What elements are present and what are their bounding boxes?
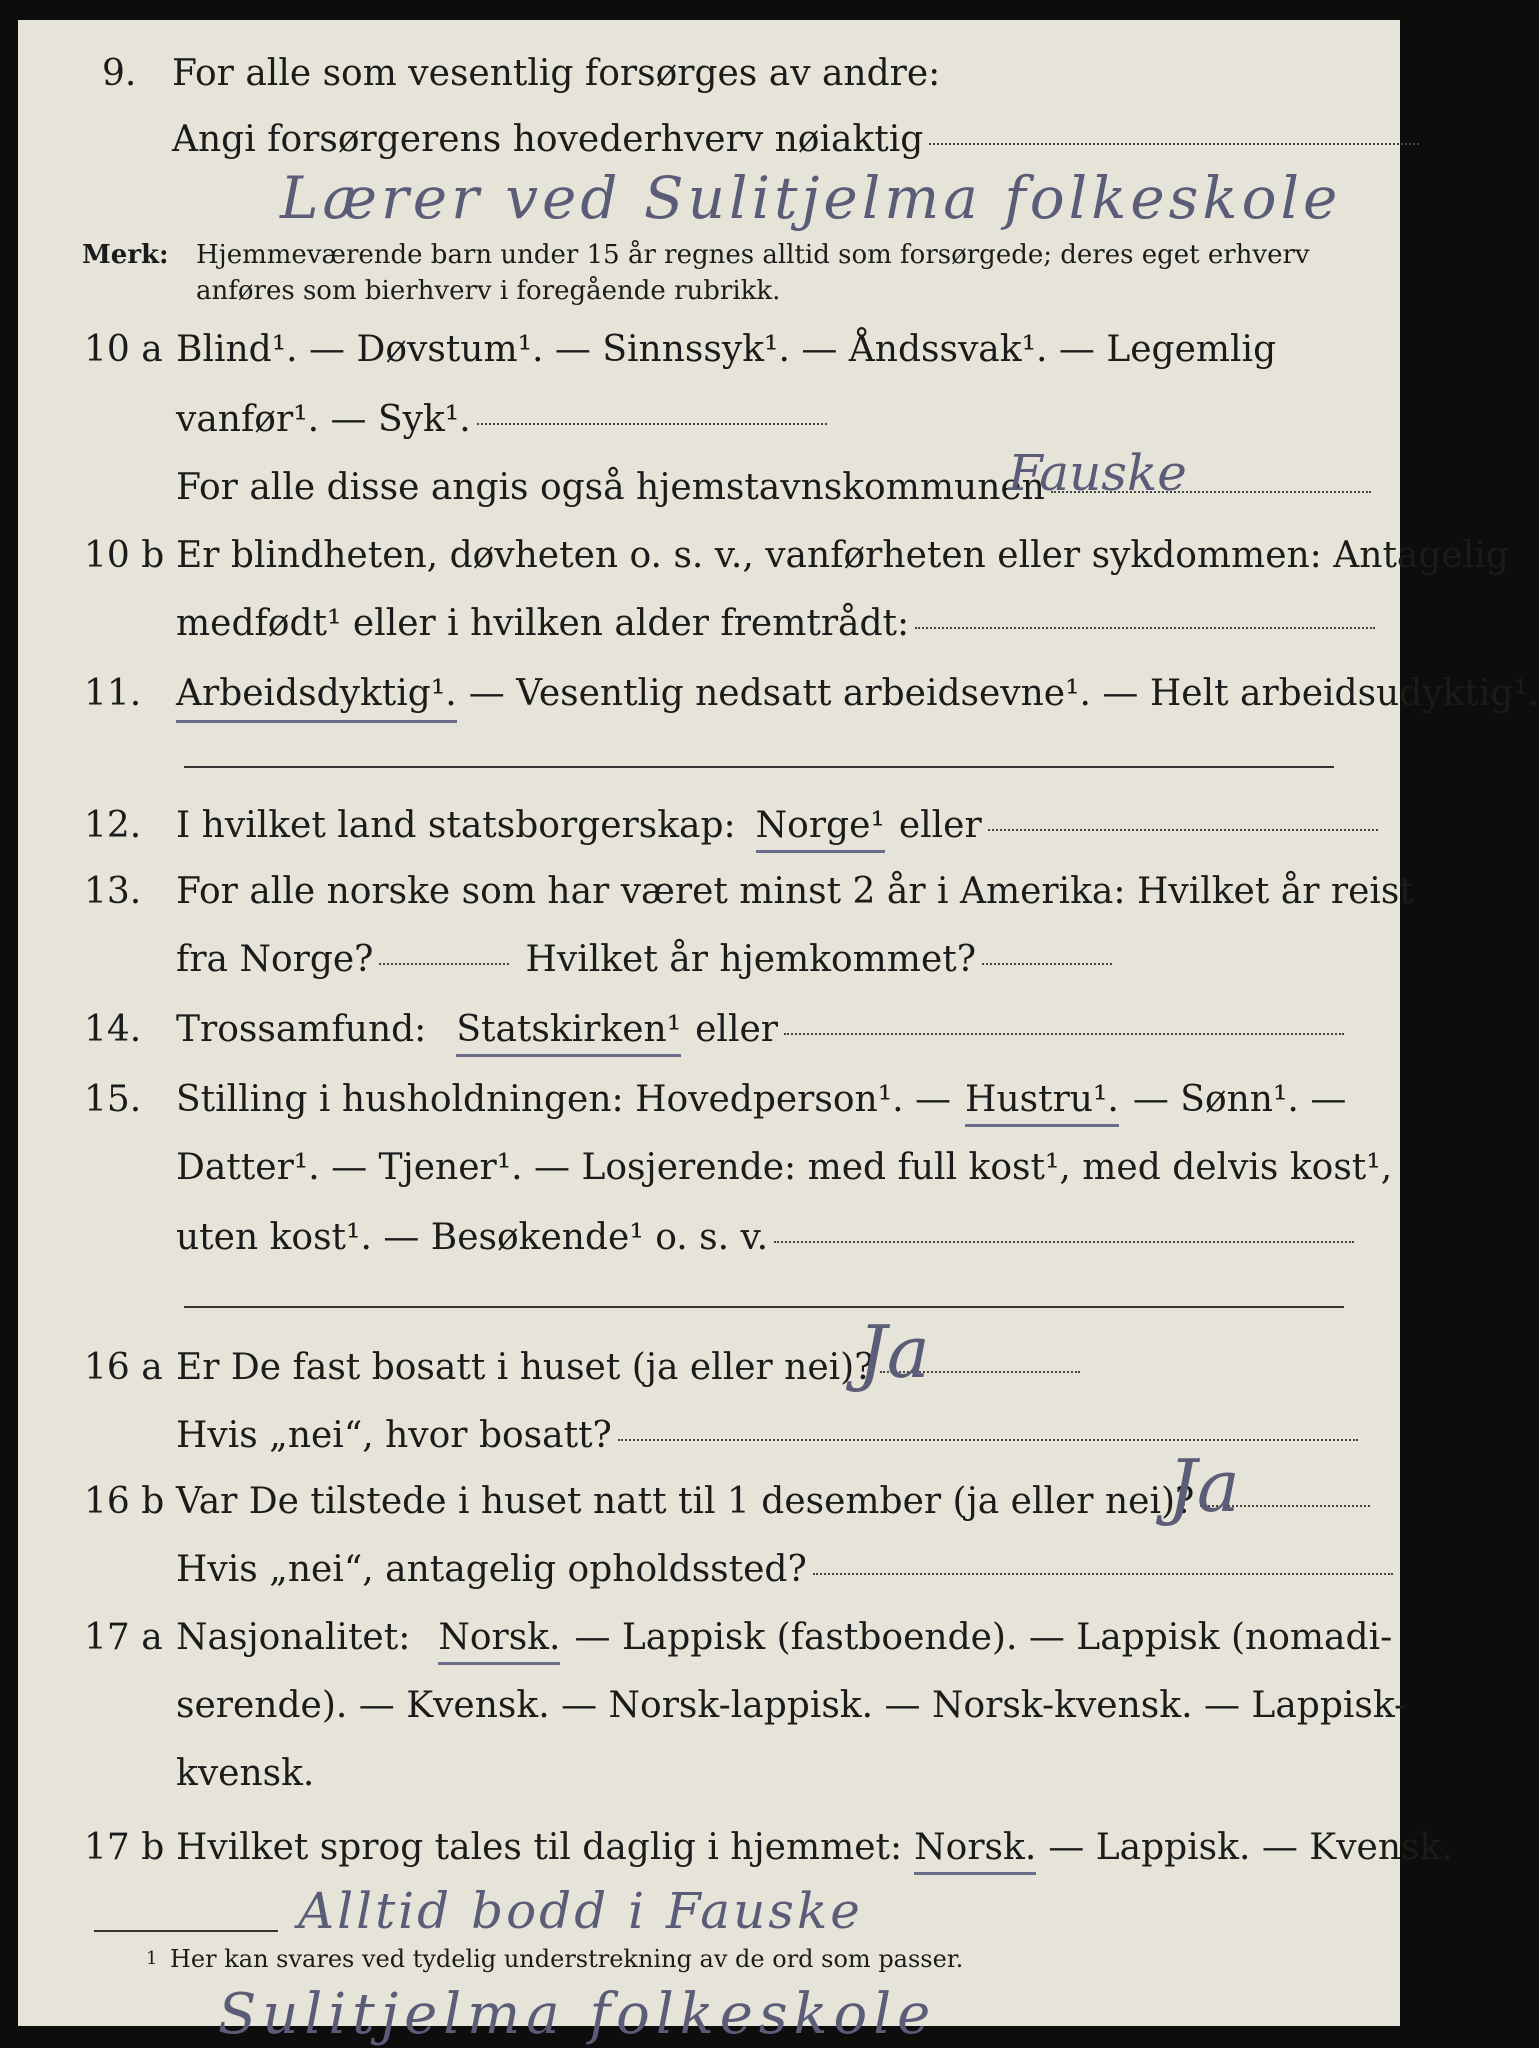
q12-answer-line[interactable] — [988, 829, 1378, 831]
q15-number: 15. — [84, 1079, 142, 1120]
q15-text3-label: uten kost¹. — Besøkende¹ o. s. v. — [176, 1217, 769, 1258]
q11-number: 11. — [84, 673, 142, 714]
q10b-text2 — [176, 602, 1375, 646]
q17a-pre: Nasjonalitet: — [176, 1617, 411, 1658]
q17b-text1 — [176, 1826, 1453, 1875]
q12-number: 12. — [84, 805, 142, 846]
q9-text2 — [172, 118, 1419, 162]
q10a-number: 10 a — [84, 329, 163, 370]
q14-pre: Trossamfund: — [176, 1009, 427, 1050]
q12-option-norge[interactable]: Norge¹ — [756, 804, 885, 853]
q15-text1 — [176, 1078, 1346, 1127]
merk-text2: anføres som bierhverv i foregående rubrikk. — [196, 276, 781, 306]
q10a-text2 — [176, 398, 827, 442]
q16b-text1-label: Var De tilstede i huset natt til 1 desember (ja eller nei)? — [176, 1481, 1195, 1522]
q17a-text2: serende). — Kvensk. — Norsk-lappisk. — Norsk-kvensk. — Lappisk- — [176, 1685, 1407, 1726]
q9-handwritten-answer: Lærer ved Sulitjelma folkeskole — [280, 164, 1342, 232]
q16a-text2-label: Hvis „nei“, hvor bosatt? — [176, 1415, 612, 1456]
q11-rule — [184, 766, 1334, 768]
merk-text1: Hjemmeværende barn under 15 år regnes alltid som forsørgede; deres eget erhverv — [196, 240, 1310, 270]
q10a-text1: Blind¹. — Døvstum¹. — Sinnssyk¹. — Åndssvak¹. — Legemlig — [176, 329, 1277, 370]
q17a-post: — Lappisk (fastboende). — Lappisk (nomadi- — [574, 1617, 1393, 1658]
q17b-pre: Hvilket sprog tales til daglig i hjemmet: — [176, 1827, 903, 1868]
q16a-number: 16 a — [84, 1347, 163, 1388]
q13-hjemkommet-line[interactable] — [982, 963, 1112, 965]
q15-post: — Sønn¹. — — [1132, 1079, 1347, 1120]
q16b-opholdssted-line[interactable] — [813, 1573, 1393, 1575]
q15-answer-line[interactable] — [774, 1241, 1354, 1243]
footnote-mark: 1 — [146, 1948, 158, 1969]
q16a-text1 — [176, 1346, 1080, 1390]
q13-number: 13. — [84, 871, 142, 912]
q10a-text3 — [176, 466, 1371, 510]
q10b-text1: Er blindheten, døvheten o. s. v., vanførheten eller sykdommen: Antagelig — [176, 535, 1509, 576]
q12-pre: I hvilket land statsborgerskap: — [176, 805, 736, 846]
q17a-text3: kvensk. — [176, 1753, 315, 1794]
q13-hjemkommet: Hvilket år hjemkommet? — [525, 939, 977, 980]
q10a-handwritten-answer: Fauske — [1008, 444, 1187, 502]
q14-number: 14. — [84, 1009, 142, 1050]
q11-rest: — Vesentlig nedsatt arbeidsevne¹. — Helt arbeidsudyktig¹. — [468, 673, 1539, 714]
q13-fra-norge: fra Norge? — [176, 939, 374, 980]
q16a-text1-label: Er De fast bosatt i huset (ja eller nei)? — [176, 1347, 874, 1388]
q10a-text2-label: vanfør¹. — Syk¹. — [176, 399, 471, 440]
q17b-number: 17 b — [84, 1827, 165, 1868]
q14-answer-line[interactable] — [784, 1033, 1344, 1035]
bottom-handwritten-scribble: Sulitjelma folkeskole — [218, 1982, 937, 2047]
q16a-handwritten-answer: Ja — [858, 1310, 930, 1394]
q10a-syk-line[interactable] — [477, 423, 827, 425]
q9-number: 9. — [102, 53, 137, 94]
q15-rule — [184, 1306, 1344, 1308]
q17a-number: 17 a — [84, 1617, 163, 1658]
q14-option-statskirken[interactable]: Statskirken¹ — [456, 1008, 681, 1057]
q13-text2 — [176, 938, 1112, 982]
q9-answer-line[interactable] — [929, 143, 1419, 145]
q17b-post: — Lappisk. — Kvensk. — [1048, 1827, 1453, 1868]
q13-text1: For alle norske som har været minst 2 år i Amerika: Hvilket år reist — [176, 871, 1414, 912]
q17b-handwritten-note: Alltid bodd i Fauske — [298, 1882, 863, 1940]
q15-option-hustru[interactable]: Hustru¹. — [965, 1078, 1119, 1127]
census-form-page — [18, 20, 1539, 2047]
q16b-text2 — [176, 1548, 1393, 1592]
q10a-text3-label: For alle disse angis også hjemstavnskommunen — [176, 467, 1045, 508]
q16b-text2-label: Hvis „nei“, antagelig opholdssted? — [176, 1549, 807, 1590]
q9-text1: For alle som vesentlig forsørges av andre: — [172, 53, 941, 94]
q17a-text1 — [176, 1616, 1392, 1665]
footnote-text: Her kan svares ved tydelig understrekning av de ord som passer. — [170, 1945, 964, 1973]
q17a-option-norsk[interactable]: Norsk. — [438, 1616, 560, 1665]
q11-text — [176, 672, 1539, 723]
q12-post: eller — [898, 805, 982, 846]
q14-post: eller — [695, 1009, 778, 1050]
q10b-number: 10 b — [84, 535, 165, 576]
q16b-handwritten-answer: Ja — [1168, 1444, 1240, 1528]
q12-text — [176, 804, 1378, 853]
q10b-answer-line[interactable] — [915, 627, 1375, 629]
q14-text — [176, 1008, 1344, 1057]
footnote-rule — [94, 1930, 278, 1932]
q15-text2: Datter¹. — Tjener¹. — Losjerende: med full kost¹, med delvis kost¹, — [176, 1147, 1393, 1188]
q15-pre: Stilling i husholdningen: Hovedperson¹. — — [176, 1079, 952, 1120]
q10b-text2-label: medfødt¹ eller i hvilken alder fremtrådt: — [176, 603, 910, 644]
q16a-bosatt-line[interactable] — [618, 1439, 1358, 1441]
merk-label: Merk: — [82, 240, 169, 270]
q11-option-arbeidsdyktig[interactable]: Arbeidsdyktig¹. — [176, 672, 457, 723]
q16b-number: 16 b — [84, 1481, 165, 1522]
q13-reist-line[interactable] — [379, 963, 509, 965]
q17b-option-norsk[interactable]: Norsk. — [914, 1826, 1036, 1875]
q15-text3 — [176, 1216, 1354, 1260]
q9-text2-label: Angi forsørgerens hovederhverv nøiaktig — [172, 119, 924, 160]
